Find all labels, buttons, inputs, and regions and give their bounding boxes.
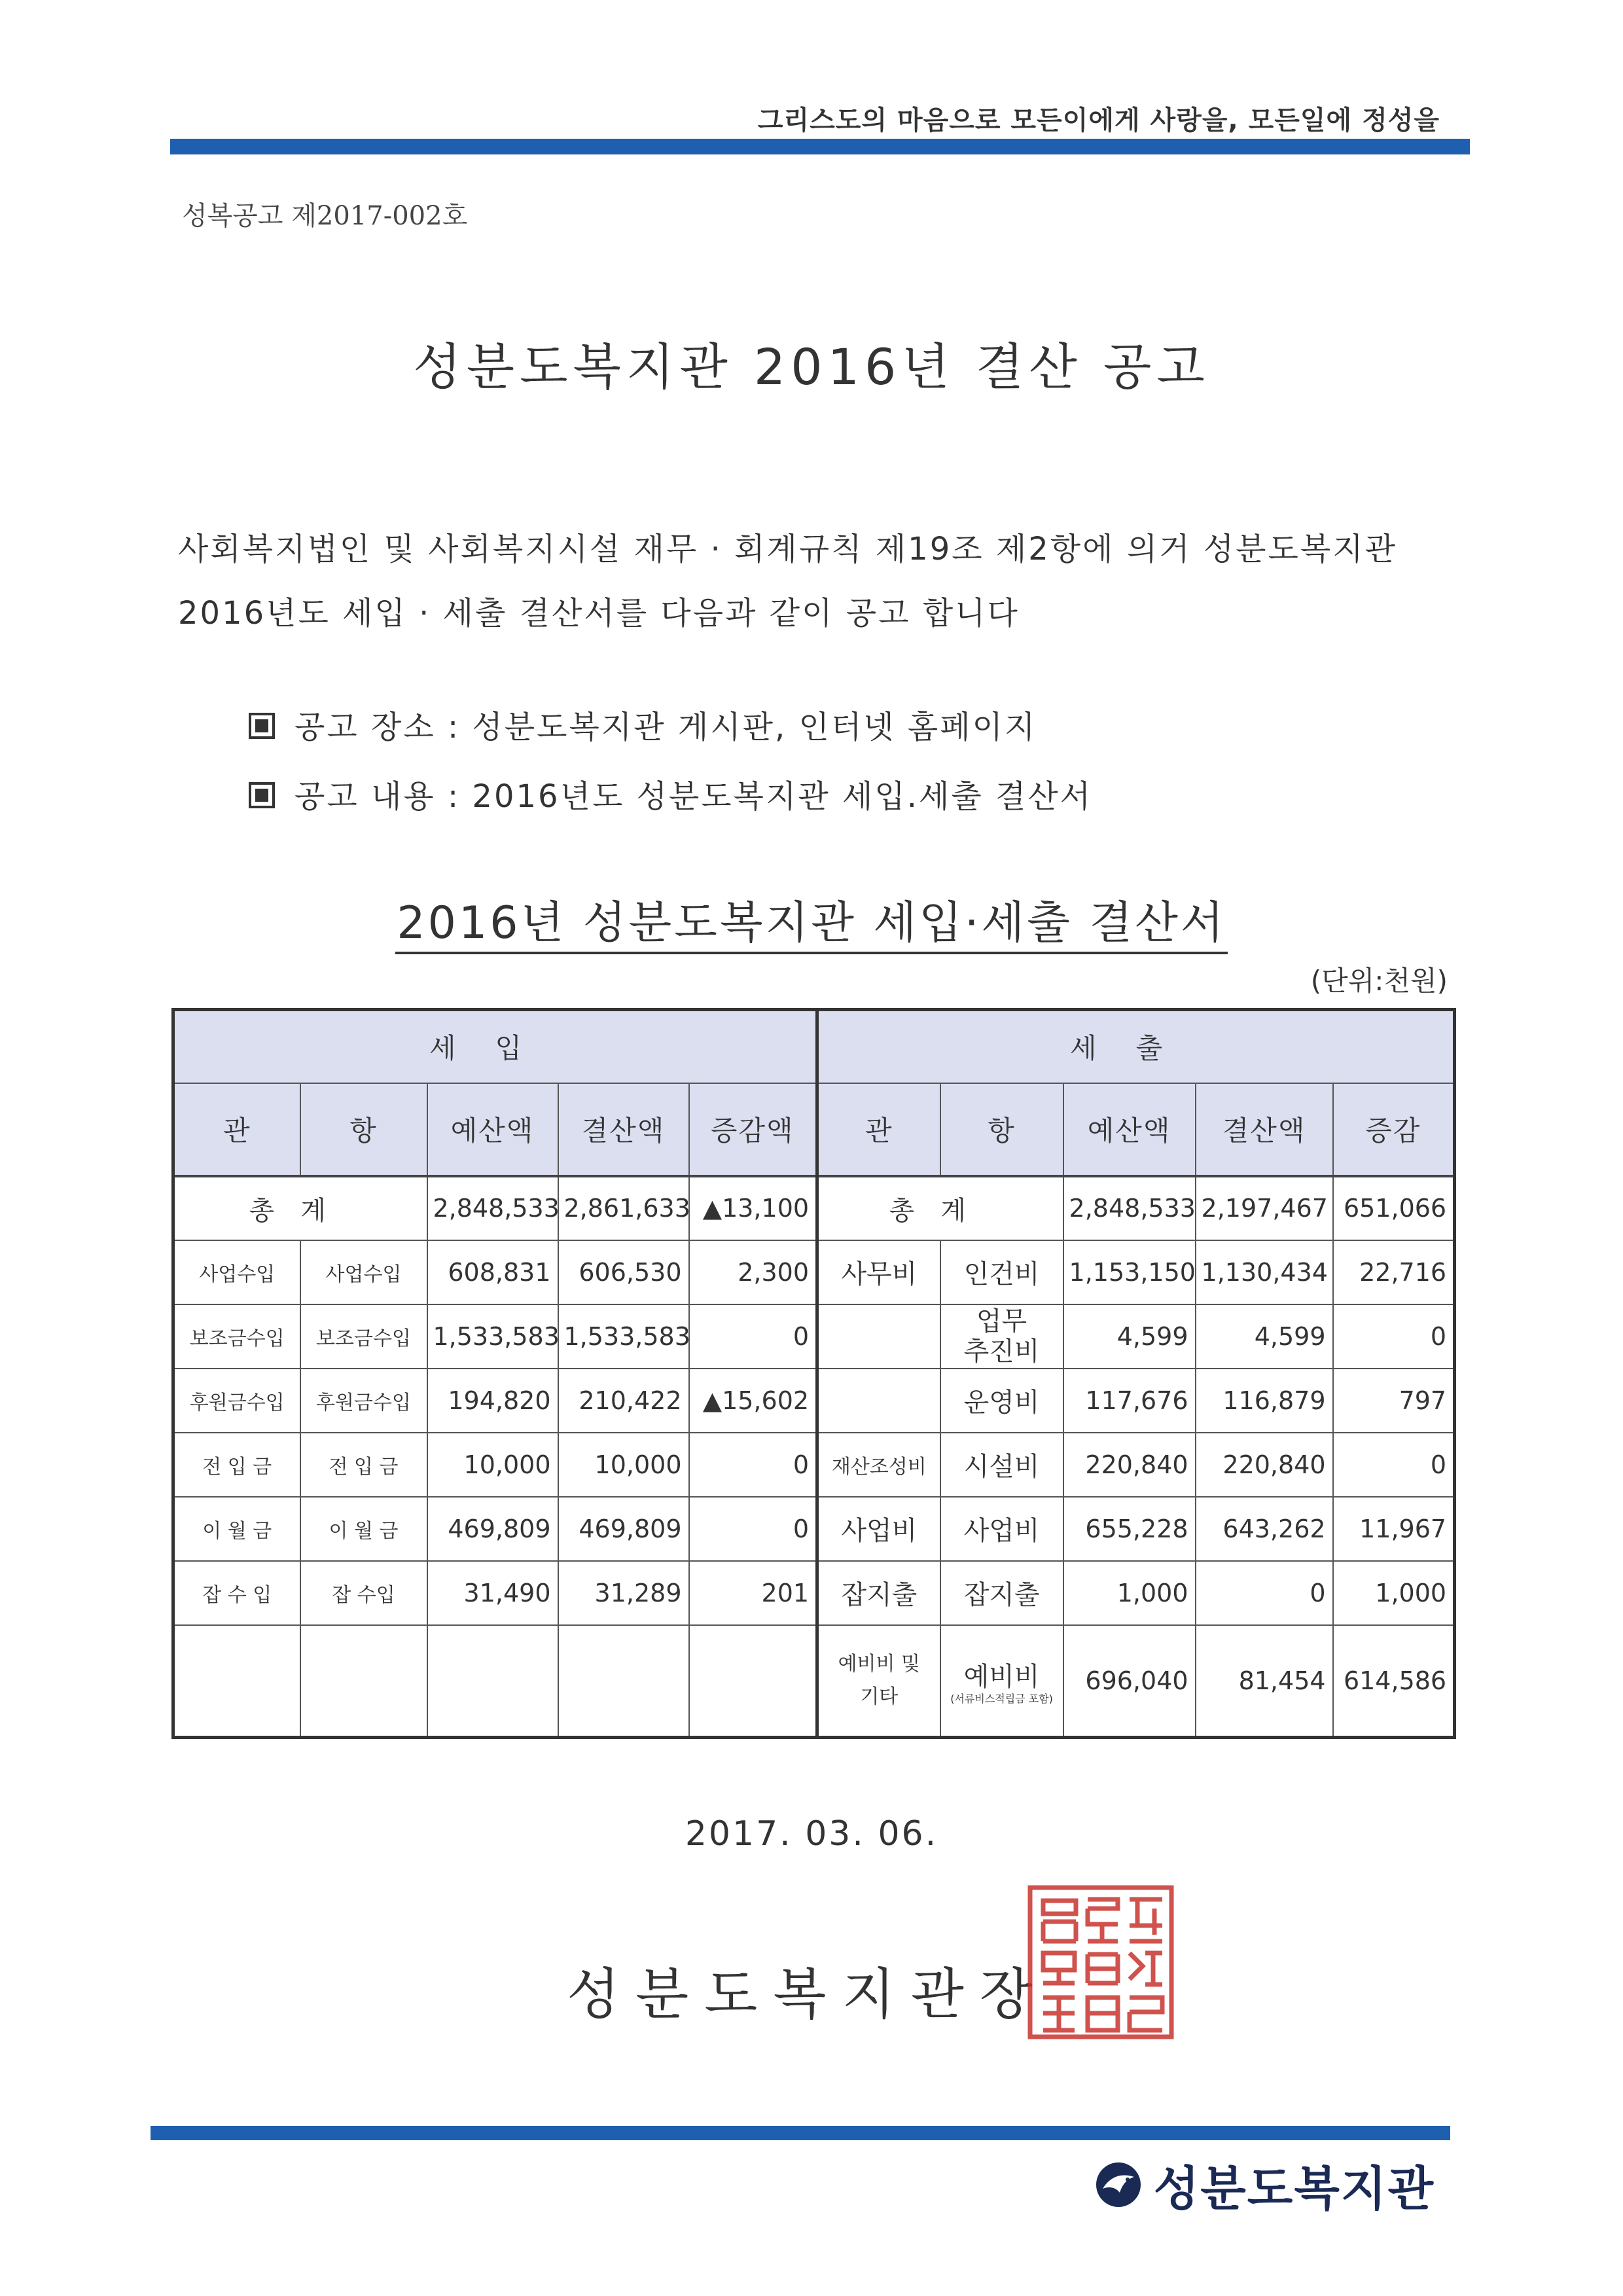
income-hang: 사업수입: [300, 1240, 427, 1304]
income-budget: 10,000: [427, 1433, 558, 1497]
income-hang: 보조금수입: [300, 1304, 427, 1369]
expense-hang-line-1: 업무: [976, 1306, 1027, 1336]
income-budget: 31,490: [427, 1561, 558, 1625]
bottom-divider-bar: [151, 2126, 1450, 2140]
income-total-settled: 2,861,633: [558, 1176, 689, 1240]
expense-settled: 0: [1196, 1561, 1333, 1625]
income-gwan: 보조금수입: [173, 1304, 300, 1369]
expense-gwan: [817, 1625, 940, 1738]
expense-hang-line-2: 추진비: [963, 1336, 1040, 1367]
col-income-budget: 예산액: [427, 1083, 558, 1176]
expense-gwan: [817, 1369, 940, 1433]
income-settled: 210,422: [558, 1369, 689, 1433]
footer-org-name: 성분도복지관: [1153, 2161, 1435, 2216]
income-gwan: 잡 수 입: [173, 1561, 300, 1625]
col-expense-settled: 결산액: [1196, 1083, 1333, 1176]
col-expense-budget: 예산액: [1063, 1083, 1196, 1176]
income-budget: 1,533,583: [427, 1304, 558, 1369]
expense-total-budget: 2,848,533: [1063, 1176, 1196, 1240]
income-settled: 469,809: [558, 1497, 689, 1561]
income-hang: 이 월 금: [300, 1497, 427, 1561]
expense-total-label: 총계: [817, 1176, 1063, 1240]
expense-budget: 655,228: [1063, 1497, 1196, 1561]
expense-budget: 117,676: [1063, 1369, 1196, 1433]
col-income-diff: 증감액: [689, 1083, 817, 1176]
bullet-notice-content: [249, 771, 1092, 816]
footer-logo: [1094, 2151, 1435, 2219]
income-budget: 194,820: [427, 1369, 558, 1433]
income-gwan-empty: [173, 1625, 300, 1738]
expense-gwan: 사무비: [817, 1240, 940, 1304]
expense-budget: 220,840: [1063, 1433, 1196, 1497]
table-row: [173, 1433, 1455, 1497]
intro-line-1: 사회복지법인 및 사회복지시설 재무 · 회계규칙 제19조 제2항에 의거 성분도복지관: [178, 531, 1397, 567]
document-date: 2017. 03. 06.: [685, 1814, 938, 1854]
expense-hang: 잡지출: [940, 1561, 1063, 1625]
income-diff-empty: [689, 1625, 817, 1738]
col-income-gwan: 관: [173, 1083, 300, 1176]
top-divider-bar: [170, 139, 1470, 154]
income-hang-empty: [300, 1625, 427, 1738]
income-total-diff: ▲13,100: [689, 1176, 817, 1240]
table-row: [173, 1369, 1455, 1433]
income-section-header: 세입: [173, 1010, 817, 1083]
income-settled: 606,530: [558, 1240, 689, 1304]
intro-line-2: 2016년도 세입 · 세출 결산서를 다음과 같이 공고 합니다: [178, 595, 1020, 632]
expense-hang: 운영비: [940, 1369, 1063, 1433]
expense-total-diff: 651,066: [1333, 1176, 1455, 1240]
expense-gwan-line-2: 기타: [860, 1685, 899, 1708]
col-expense-diff: 증감: [1333, 1083, 1455, 1176]
income-gwan: 사업수입: [173, 1240, 300, 1304]
expense-hang-note: (서류비스적립금 포함): [950, 1693, 1053, 1706]
notice-number: 성복공고 제2017-002호: [182, 201, 468, 231]
income-budget: 469,809: [427, 1497, 558, 1561]
expense-diff: 0: [1333, 1433, 1455, 1497]
expense-hang: [940, 1625, 1063, 1738]
unit-note: (단위:천원): [1310, 965, 1448, 997]
income-total-label: 총계: [173, 1176, 427, 1240]
col-income-settled: 결산액: [558, 1083, 689, 1176]
expense-hang: 사업비: [940, 1497, 1063, 1561]
income-diff: 201: [689, 1561, 817, 1625]
col-expense-hang: 항: [940, 1083, 1063, 1176]
income-gwan: 전 입 금: [173, 1433, 300, 1497]
expense-settled: 4,599: [1196, 1304, 1333, 1369]
signatory: 성분도복지관장: [567, 1962, 1049, 2026]
income-hang: 후원금수입: [300, 1369, 427, 1433]
table-row: [173, 1625, 1455, 1738]
expense-total-settled: 2,197,467: [1196, 1176, 1333, 1240]
income-diff: 0: [689, 1497, 817, 1561]
expense-budget: 1,000: [1063, 1561, 1196, 1625]
square-bullet-icon: [249, 713, 275, 739]
income-settled: 10,000: [558, 1433, 689, 1497]
expense-diff: 0: [1333, 1304, 1455, 1369]
expense-settled: 220,840: [1196, 1433, 1333, 1497]
expense-budget: 696,040: [1063, 1625, 1196, 1738]
table-row-total: [173, 1176, 1455, 1240]
expense-section-header: 세출: [817, 1010, 1455, 1083]
col-income-hang: 항: [300, 1083, 427, 1176]
expense-gwan-line-1: 예비비 및: [838, 1652, 921, 1676]
table-title-text: 2016년 성분도복지관 세입·세출 결산서: [395, 897, 1227, 954]
income-settled-empty: [558, 1625, 689, 1738]
expense-hang: 시설비: [940, 1433, 1063, 1497]
expense-settled: 81,454: [1196, 1625, 1333, 1738]
expense-budget: 4,599: [1063, 1304, 1196, 1369]
expense-gwan: [817, 1304, 940, 1369]
expense-hang-text: 예비비: [963, 1662, 1040, 1693]
expense-settled: 116,879: [1196, 1369, 1333, 1433]
income-diff: 0: [689, 1304, 817, 1369]
income-diff: ▲15,602: [689, 1369, 817, 1433]
expense-gwan: 잡지출: [817, 1561, 940, 1625]
document-title: 성분도복지관 2016년 결산 공고: [413, 338, 1210, 396]
income-gwan: 이 월 금: [173, 1497, 300, 1561]
income-gwan: 후원금수입: [173, 1369, 300, 1433]
dove-emblem-icon: [1094, 2160, 1143, 2210]
expense-gwan: 사업비: [817, 1497, 940, 1561]
income-total-budget: 2,848,533: [427, 1176, 558, 1240]
income-budget: 608,831: [427, 1240, 558, 1304]
expense-settled: 1,130,434: [1196, 1240, 1333, 1304]
income-settled: 31,289: [558, 1561, 689, 1625]
table-row: [173, 1304, 1455, 1369]
income-hang: 전 입 금: [300, 1433, 427, 1497]
expense-settled: 643,262: [1196, 1497, 1333, 1561]
income-hang: 잡 수입: [300, 1561, 427, 1625]
bullet-notice-content-text: 공고 내용 : 2016년도 성분도복지관 세입.세출 결산서: [294, 778, 1093, 815]
table-row: [173, 1561, 1455, 1625]
table-row: [173, 1497, 1455, 1561]
income-budget-empty: [427, 1625, 558, 1738]
official-seal-stamp: [1025, 1882, 1177, 2042]
expense-diff: 614,586: [1333, 1625, 1455, 1738]
expense-hang: [940, 1304, 1063, 1369]
expense-budget: 1,153,150: [1063, 1240, 1196, 1304]
income-settled: 1,533,583: [558, 1304, 689, 1369]
expense-diff: 1,000: [1333, 1561, 1455, 1625]
table-row: [173, 1240, 1455, 1304]
expense-diff: 22,716: [1333, 1240, 1455, 1304]
bullet-notice-place-text: 공고 장소 : 성분도복지관 게시판, 인터넷 홈페이지: [294, 709, 1037, 745]
income-diff: 0: [689, 1433, 817, 1497]
expense-gwan: 재산조성비: [817, 1433, 940, 1497]
bullet-notice-place: [249, 702, 1037, 747]
income-diff: 2,300: [689, 1240, 817, 1304]
header-slogan: 그리스도의 마음으로 모든이에게 사랑을, 모든일에 정성을: [757, 105, 1440, 135]
expense-diff: 11,967: [1333, 1497, 1455, 1561]
table-title: [0, 888, 1623, 951]
col-expense-gwan: 관: [817, 1083, 940, 1176]
expense-hang: 인건비: [940, 1240, 1063, 1304]
expense-diff: 797: [1333, 1369, 1455, 1433]
square-bullet-icon: [249, 782, 275, 808]
budget-settlement-table: [171, 1008, 1456, 1739]
